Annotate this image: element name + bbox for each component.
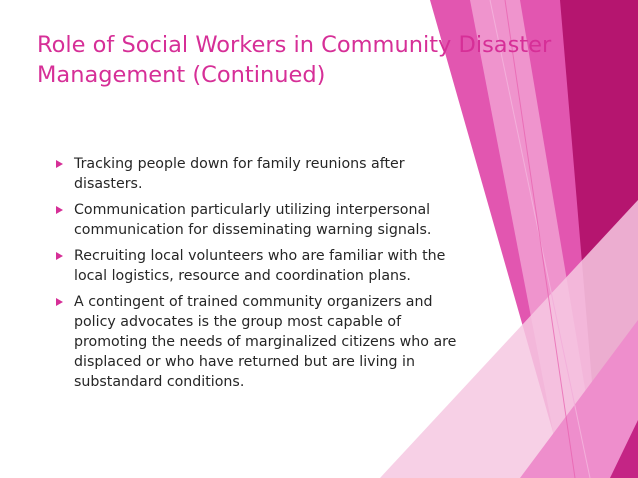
bullet-item: [56, 292, 476, 392]
bullet-item: [56, 246, 476, 286]
bullet-text-line: communication for disseminating warning signals.: [74, 222, 432, 238]
bullet-text-line: policy advocates is the group most capable of: [74, 314, 402, 330]
bullet-text-line: Recruiting local volunteers who are familiar with the: [74, 248, 446, 264]
slide-title-line: Role of Social Workers in Community Disaster: [37, 32, 552, 58]
triangle-bullet-icon: [56, 206, 63, 214]
bullet-list: [56, 154, 476, 398]
bullet-text-line: disasters.: [74, 176, 143, 192]
bullet-text-line: displaced or who have returned but are living in: [74, 354, 415, 370]
triangle-bullet-icon: [56, 252, 63, 260]
triangle-bullet-icon: [56, 298, 63, 306]
bullet-item: [56, 154, 476, 194]
slide-title: [37, 30, 597, 90]
triangle-bullet-icon: [56, 160, 63, 168]
bullet-text-line: A contingent of trained community organizers and: [74, 294, 433, 310]
slide-title-line: Management (Continued): [37, 62, 326, 88]
bullet-text-line: substandard conditions.: [74, 374, 245, 390]
bullet-text-line: local logistics, resource and coordination plans.: [74, 268, 411, 284]
bullet-text-line: Communication particularly utilizing interpersonal: [74, 202, 431, 218]
bullet-text-line: promoting the needs of marginalized citizens who are: [74, 334, 457, 350]
bullet-item: [56, 200, 476, 240]
bullet-text-line: Tracking people down for family reunions after: [74, 156, 405, 172]
